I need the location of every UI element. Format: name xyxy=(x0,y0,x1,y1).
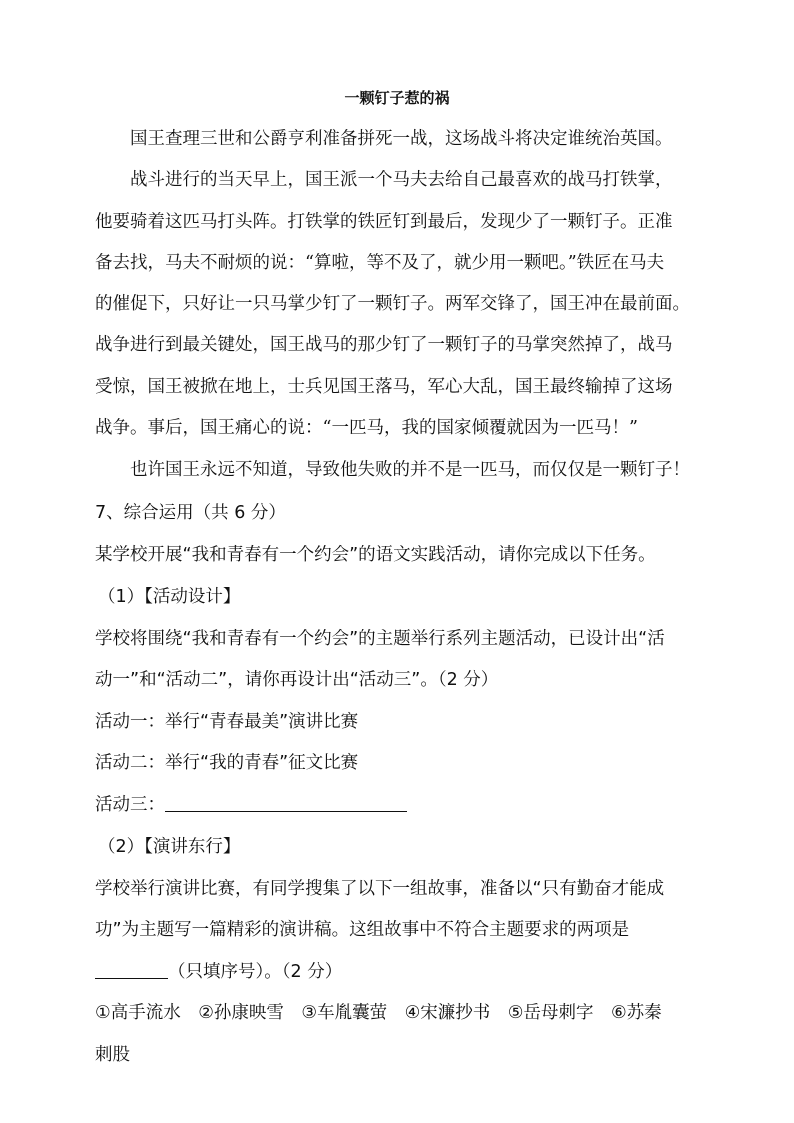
question-intro: 某学校开展“我和青春有一个约会”的语文实践活动，请你完成以下任务。 xyxy=(95,545,656,565)
part2-text: 功”为主题写一篇精彩的演讲稿。这组故事中不符合主题要求的两项是 xyxy=(95,920,630,940)
story-line: 受惊，国王被掀在地上，士兵见国王落马，军心大乱，国王最终输掉了这场 xyxy=(95,377,673,397)
activity-one: 活动一：举行“青春最美”演讲比赛 xyxy=(95,712,359,732)
story-line: 也许国王永远不知道，导致他失败的并不是一匹马，而仅仅是一颗钉子！ xyxy=(130,460,690,480)
answer-blank-part2[interactable] xyxy=(95,960,168,979)
part2-text: 学校举行演讲比赛，有同学搜集了以下一组故事，准备以“只有勤奋才能成 xyxy=(95,879,665,899)
options-list: ①高手流水 ②孙康映雪 ③车胤囊萤 ④宋濂抄书 ⑤岳母刺字 ⑥苏秦 xyxy=(95,1003,662,1023)
part2-label: （2）【演讲东行】 xyxy=(98,837,241,857)
story-title: 一颗钉子惹的祸 xyxy=(344,89,450,107)
story-line: 国王查理三世和公爵亨利准备拼死一战，这场战斗将决定谁统治英国。 xyxy=(130,129,673,149)
question-heading: 7、综合运用（共 6 分） xyxy=(95,503,286,523)
part2-answer-line xyxy=(95,960,720,984)
part2-instruction: （只填序号）。（2 分） xyxy=(168,962,343,982)
story-line: 他要骑着这匹马打头阵。打铁掌的铁匠钉到最后，发现少了一颗钉子。正准 xyxy=(95,212,673,232)
part1-text: 动一”和“活动二”，请你再设计出“活动三”。（2 分） xyxy=(95,670,499,690)
story-line: 战争。事后，国王痛心的说：“一匹马，我的国家倾覆就因为一匹马！” xyxy=(95,418,638,438)
part1-label: （1）【活动设计】 xyxy=(98,587,241,607)
story-line: 战斗进行的当天早上，国王派一个马夫去给自己最喜欢的战马打铁掌， xyxy=(130,170,673,190)
options-list: 刺股 xyxy=(95,1045,130,1065)
story-line: 战争进行到最关键处，国王战马的那少钉了一颗钉子的马掌突然掉了，战马 xyxy=(95,335,673,355)
story-line: 备去找，马夫不耐烦的说：“算啦，等不及了，就少用一颗吧。”铁匠在马夫 xyxy=(95,253,665,273)
activity-three-label: 活动三： xyxy=(95,795,165,815)
part1-text: 学校将围绕“我和青春有一个约会”的主题举行系列主题活动，已设计出“活 xyxy=(95,629,665,649)
story-line: 的催促下，只好让一只马掌少钉了一颗钉子。两军交锋了，国王冲在最前面。 xyxy=(95,294,690,314)
activity-three xyxy=(95,793,720,817)
activity-two: 活动二：举行“我的青春”征文比赛 xyxy=(95,753,359,773)
answer-blank-activity-three[interactable] xyxy=(165,793,407,812)
